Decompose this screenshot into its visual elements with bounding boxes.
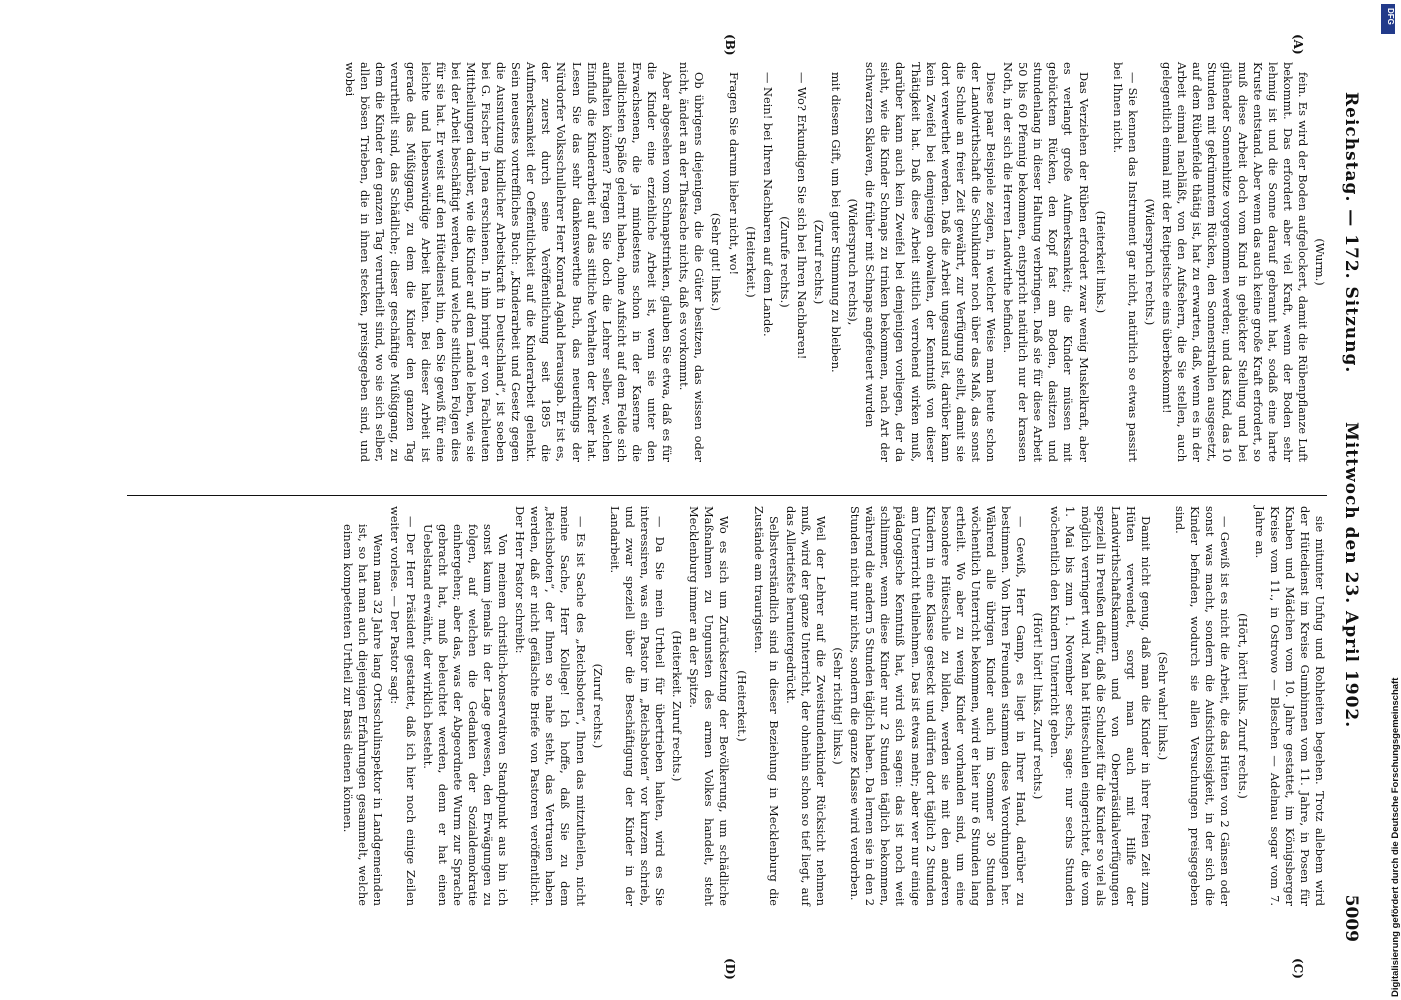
paragraph: — Sie kennen das Instrument gar nicht, natürlich so etwas passirt bei Ihnen nicht. bbox=[1110, 62, 1140, 462]
paragraph: Weil der Lehrer auf die Zweistundenkinder Rücksicht nehmen muß, wird der ganze Unterricht, der ohnehin schon so tief liegt, auf das Allertiefste heruntergedrückt. bbox=[783, 506, 828, 906]
paragraph: Wo es sich um Zurücksetzung der Bevölkerung, um schädliche Maßnahmen zu Ungunsten des armen Volkes handelt, steht Mecklenburg immer an der Spitze. bbox=[687, 506, 732, 906]
funding-credit: Digitalisierung gefördert durch die Deutsche Forschungsgemeinschaft bbox=[1390, 677, 1401, 997]
page-number: 5009 bbox=[1341, 894, 1361, 942]
interjection: (Sehr richtig! links.) bbox=[831, 647, 846, 765]
paragraph: — Gewiß, Herr Gamp, es liegt in Ihrer Hand, darüber zu bestimmen. Von Ihren Freunden stammen diese Verordnungen her. Während alle übrigen Kinder auch im Sommer 30 Stunden wöchentlich Unterricht bekommen, wird er hier nur 6 Stunden lang ertheilt. Wo aber zu wenig Kinder vorhanden sind, um eine besondere Hüteschule zu bilden, werden sie mit den anderen Kindern in eine Klasse gesteckt und dürfen dort täglich 2 Stunden am Unterricht theilnehmen. Das ist etwas mehr; aber wer nur einige pädagogische Kenntniß hat, wird sich sagen: das ist noch weit schlimmer, wenn diese Kinder nur 2 Stunden täglich bekommen, während die andern 5 Stunden täglich haben. Da lernen sie in den 2 Stunden nicht nur nichts, sondern die ganze Klasse wird verdorben. bbox=[848, 506, 1029, 906]
paragraph: Diese paar Beispiele zeigen, in welcher Weise man heute schon der Landwirthschaft die Schulkinder noch über das Maß, das sonst die Schule an freier Zeit gewährt, zur Verfügung stellt, damit sie dort verwerthet werden. Daß die Arbeit ungesund ist, darüber kann kein Zweifel bei demjenigen obwalten, der Kenntniß von dieser Thätigkeit hat. Daß diese Arbeit sittlich verrohend wirken muß, darüber kann auch kein Zweifel bei demjenigen vorliegen, der da sieht, wie die Kinder Schnaps zu trinken bekommen, nach Art der schwarzen Sklaven, die früher mit Schnaps angefeuert wurden bbox=[863, 62, 999, 462]
column-divider bbox=[127, 495, 1327, 496]
quote: Wenn man 32 Jahre lang Ortsschulinspektor in Landgemeinden ist, so hat man auch diejenigen Erfahrungen gesammelt, welche einem kompetenten Urtheil zur Basis dienen können. bbox=[341, 524, 386, 906]
column-right bbox=[107, 506, 1327, 906]
paragraph: mit diesem Gift, um bei guter Stimmung zu bleiben. bbox=[829, 72, 844, 373]
paragraph: Ob übrigens diejenigen, die die Güter besitzen, das wissen oder nicht, ändert an der Thatsache nichts, daß es vorkommt. bbox=[677, 62, 707, 462]
paragraph: — Wo? Erkundigen Sie sich bei Ihren Nachbaren! bbox=[794, 72, 809, 360]
interjection: (Zuruf rechts.) bbox=[812, 219, 826, 305]
quote: Von meinem christlich-konservativen Standpunkt aus bin ich sonst kaum jemals in der Lage gewesen, den Erwägungen zu folgen, auf welchen die Gedanken der Sozialdemokratie einhergehen; aber das, was der Abgeordnete Wurm zur Sprache gebracht hat, muß beleuchtet werden, denn er hat einen Uebelstand erwähnt, der wirklich besteht. bbox=[420, 524, 511, 906]
dfg-logo-icon bbox=[1381, 4, 1395, 34]
paragraph: Selbstverständlich sind in dieser Beziehung in Mecklenburg die Zustände am traurigsten. bbox=[751, 506, 781, 906]
paragraph: — Da Sie mein Urtheil für übertrieben halten, wird es Sie interessiren, was ein Pastor im „Reichsboten“ vor kurzem schrieb, und zwar speziell über die Beschäftigung der Kinder in der Landarbeit. bbox=[607, 506, 668, 906]
interjection: (Sehr wahr! links.) bbox=[1156, 651, 1171, 761]
interjection: (Widerspruch rechts.) bbox=[1142, 198, 1157, 326]
paragraph: Das Verziehen der Rüben erfordert zwar wenig Muskelkraft, aber es verlangt große Aufmerksamkeit; die Kinder müssen mit gebücktem Rücken, den Kopf fast am Boden, dasitzen und stundenlang in dieser Haltung verbringen. Daß sie für diese Arbeit 50 bis 60 Pfennig bekommen, entspricht natürlich nur der krassen Noth, in der sich die Herren Landwirthe befinden. bbox=[1001, 62, 1091, 462]
paragraph: fein. Es wird der Boden aufgelockert, damit die Rübenpflanze Luft bekommt. Das erfordert aber viel Kraft, wenn der Boden sehr lehmig ist und die Sonne darauf gebrannt hat, sodaß eine harte Kruste entstand. Aber wenn das auch keine große Kraft erfordert, so muß diese Arbeit doch vom Kind in gebückter Stellung und bei glühender Sonnenhitze vorgenommen werden; und das Kind, das 10 Stunden mit gekrümmtem Rücken, den Sonnenstrahlen ausgesetzt, auf dem Rübenfelde thätig ist, hat zu erwarten, daß, wenn es in der Arbeit einmal nachläßt, von den Aufsehern, die Sie stellen, auch gelegentlich einmal mit der Reitpeitsche eins überbekommt! bbox=[1160, 62, 1310, 462]
interjection: (Heiterkeit. Zuruf rechts.) bbox=[670, 630, 685, 782]
paragraph: — Es ist Sache des „Reichsboten“, Ihnen das mitzutheilen, nicht meine Sache, Herr Kollege! Ich hoffe, daß Sie zu dem „Reichsboten“, der Ihnen so nahe steht, das Vertrauen haben werden, daß er nicht gefälschte Briefe von Pastoren veröffentlicht. Der Herr Pastor schreibt: bbox=[513, 506, 588, 906]
margin-mark-b: (B) bbox=[723, 34, 737, 56]
paragraph: — Der Herr Präsident gestattet, daß ich hier noch einige Zeilen weiter vorlese. — Der Pastor sagt: bbox=[388, 506, 418, 906]
rotated-page bbox=[67, 34, 1367, 980]
page-header bbox=[1333, 62, 1367, 952]
paragraph: — Gewiß ist es nicht die Arbeit, die das Hüten von 2 Gänsen oder sonst was macht, sondern die Aufsichtslosigkeit, in der sich die Kinder befinden, wodurch sie allen Versuchungen preisgegeben sind. bbox=[1173, 506, 1233, 906]
interjection: (Zurufe rechts.) bbox=[777, 216, 792, 308]
paragraph: Aber abgesehen vom Schnapstrinken, glauben Sie etwa, daß es für die Kinder eine erziehliche Arbeit ist, wenn sie unter den Erwachsenen, die ja mindestens schon in der Kaserne die niedlichsten Späße gelernt haben, ohne Aufsicht auf dem Felde sich aufhalten können? Fragen Sie doch die Lehrer selber, welchen Einfluß die Kinderarbeit auf das sittliche Verhalten der Kinder hat. Lesen Sie das sehr dankenswerthe Buch, das neuerdings der Nürdorfer Volksschullehrer Herr Konrad Agahd herausgab. Er ist es, der zuerst durch seine Veröffentlichung seit 1895 die Aufmerksamkeit der Oeffentlichkeit auf die Kinderarbeit gelenkt. Sein neuestes vortreffliches Buch: „Kinderarbeit und Gesetz gegen die Ausnutzung kindlicher Arbeitskraft in Deutschland“, ist soeben bei G. Fischer in Jena erschienen. In ihm bringt er von Fachleuten Mittheilungen darüber, wie die Kinder auf dem Lande leben, wie sie bei der Arbeit beschäftigt werden, und welche sittlichen Folgen dies für sie hat. Er weist auf den Hütedienst hin, den Sie gewiß für eine leichte und liebenswürdige Arbeit halten. Bei dieser Arbeit ist gerade das Müßiggang, zu dem die Kinder den ganzen Tag verurtheilt sind, das Schädliche; dieser geschäftige Müßiggang, zu dem die Kinder den ganzen Tag verurtheilt sind, wo sie sich selber, allen bösen Trieben, die in ihnen stecken, preisgegeben sind, und wobei bbox=[343, 62, 675, 462]
paragraph: sie mitunter Unfug und Rohheiten begehen. Trotz allebem wird der Hütedienst im Kreise Gumbinnen vom 11. Jahre, in Posen für Knaben und Mädchen vom 10. Jahre gestattet, im Königsberger Kreise vom 11., in Ostrowo — Bleschen — Adelnau sogar vom 7. Jahre an. bbox=[1252, 506, 1327, 906]
interjection: (Sehr gut! links.) bbox=[709, 212, 724, 312]
margin-mark-a: (A) bbox=[1291, 34, 1305, 55]
paragraph: Fragen Sie darum lieber nicht, wo! bbox=[726, 72, 741, 276]
interjection: (Hört! hört! links. Zuruf rechts.) bbox=[1031, 612, 1046, 800]
margin-mark-d: (D) bbox=[723, 958, 737, 980]
paragraph: Damit nicht genug, daß man die Kinder in ihrer freien Zeit zum Hüten verwendet, sorgt man auch mit Hilfe der Landwirthschaftskammern und von Oberpräsidialverfügungen speziell in Preußen dafür, daß die Schulzeit für die Kinder so viel als möglich verringert wird. Man hat Hüteschulen eingerichtet, die vom 1. Mai bis zum 1. November sechs, sage: nur sechs Stunden wöchentlich den Kindern Unterricht geben. bbox=[1048, 506, 1153, 906]
interjection: (Heiterkeit.) bbox=[743, 226, 758, 298]
paragraph: — Nein! bei Ihren Nachbaren auf dem Lande. bbox=[760, 72, 775, 337]
interjection: (Heiterkeit.) bbox=[734, 670, 749, 742]
header-left: Reichstag. — 172. Sitzung. bbox=[1341, 92, 1361, 374]
interjection: (Zuruf rechts.) bbox=[590, 663, 605, 749]
logo-text: DFG bbox=[1386, 8, 1395, 25]
margin-mark-c: (C) bbox=[1291, 958, 1305, 979]
interjection: (Widerspruch rechts), bbox=[846, 198, 861, 326]
interjection: (Hört, hört! links. Zuruf rechts.) bbox=[1235, 613, 1250, 799]
speaker-label: (Wurm.) bbox=[1313, 238, 1327, 286]
header-date: Mittwoch den 23. April 1902. bbox=[1341, 422, 1361, 729]
column-left bbox=[107, 62, 1327, 462]
interjection: (Heiterkeit links.) bbox=[1093, 210, 1108, 314]
